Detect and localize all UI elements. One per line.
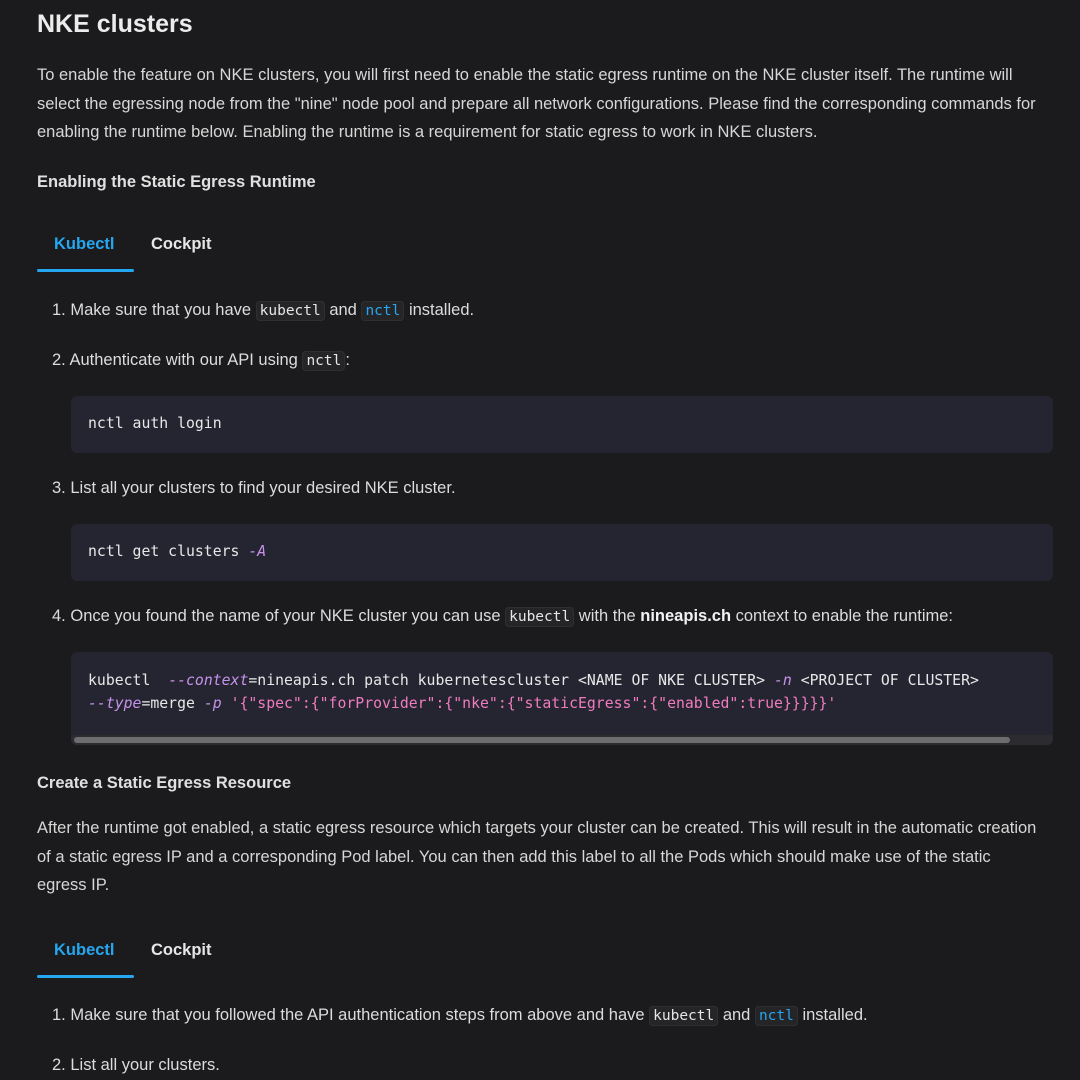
inline-code-kubectl: kubectl <box>649 1006 718 1026</box>
list-item: 4. Once you found the name of your NKE cluster you can use kubectl with the nineapis.ch context to enable the runtime: <box>52 607 954 625</box>
list-item: 3. List all your clusters to find your desired NKE cluster. <box>52 479 456 497</box>
runtime-heading: Enabling the Static Egress Runtime <box>37 173 316 191</box>
nctl-link[interactable]: nctl <box>755 1006 798 1026</box>
section-title: NKE clusters <box>37 10 193 38</box>
active-tab-indicator <box>37 269 134 272</box>
code-line: nctl auth login <box>88 415 222 432</box>
code-line: kubectl --context=nineapis.ch patch kubernetescluster <NAME OF NKE CLUSTER> -n <PROJECT OF CLUSTER> --type=merge -p '{"spec":{"forProvider":{"nke":{"staticEgress":{"enabled":true}}}}}' <box>88 672 979 712</box>
resource-tabs <box>37 924 1053 980</box>
section-intro: To enable the feature on NKE clusters, you will first need to enable the static egress runtime on the NKE cluster itself. The runtime will select the egressing node from the "nine" node pool and prepare all network configurations. Please find the corresponding commands for enabling the runtime below. Enabling the runtime is a requirement for static egress to work in NKE clusters. <box>37 66 1036 141</box>
list-item: 1. Make sure that you have kubectl and nctl installed. <box>52 301 475 319</box>
nctl-link[interactable]: nctl <box>361 301 404 321</box>
inline-code-nctl: nctl <box>302 351 345 371</box>
scrollbar-thumb[interactable] <box>74 737 1010 743</box>
list-item: 2. List all your clusters. <box>52 1056 220 1074</box>
horizontal-scrollbar[interactable] <box>71 735 1053 745</box>
resource-heading: Create a Static Egress Resource <box>37 774 292 792</box>
code-string: '{"spec":{"forProvider":{"nke":{"staticEgress":{"enabled":true}}}}}' <box>230 695 837 712</box>
list-item: 2. Authenticate with our API using nctl : <box>52 351 350 369</box>
inline-code-kubectl: kubectl <box>505 607 574 627</box>
context-name: nineapis.ch <box>640 607 732 625</box>
code-line: nctl get clusters -A <box>88 543 267 560</box>
tab-cockpit[interactable]: Cockpit <box>151 941 212 959</box>
code-block-patch[interactable] <box>71 652 1053 745</box>
tab-cockpit[interactable]: Cockpit <box>151 235 212 253</box>
inline-code-kubectl: kubectl <box>256 301 325 321</box>
code-flag: -A <box>248 543 267 560</box>
code-block-get-clusters[interactable] <box>71 524 1053 581</box>
code-block-login[interactable] <box>71 396 1053 453</box>
resource-intro: After the runtime got enabled, a static egress resource which targets your cluster can be created. This will result in the automatic creation of a static egress IP and a corresponding Pod label. You can then add this label to all the Pods which should make use of the static egress IP. <box>37 819 1037 894</box>
tab-kubectl[interactable]: Kubectl <box>54 235 115 253</box>
active-tab-indicator <box>37 975 134 978</box>
list-item: 1. Make sure that you followed the API authentication steps from above and have kubectl and nctl installed. <box>52 1006 868 1024</box>
runtime-tabs <box>37 218 1053 274</box>
tab-kubectl[interactable]: Kubectl <box>54 941 115 959</box>
